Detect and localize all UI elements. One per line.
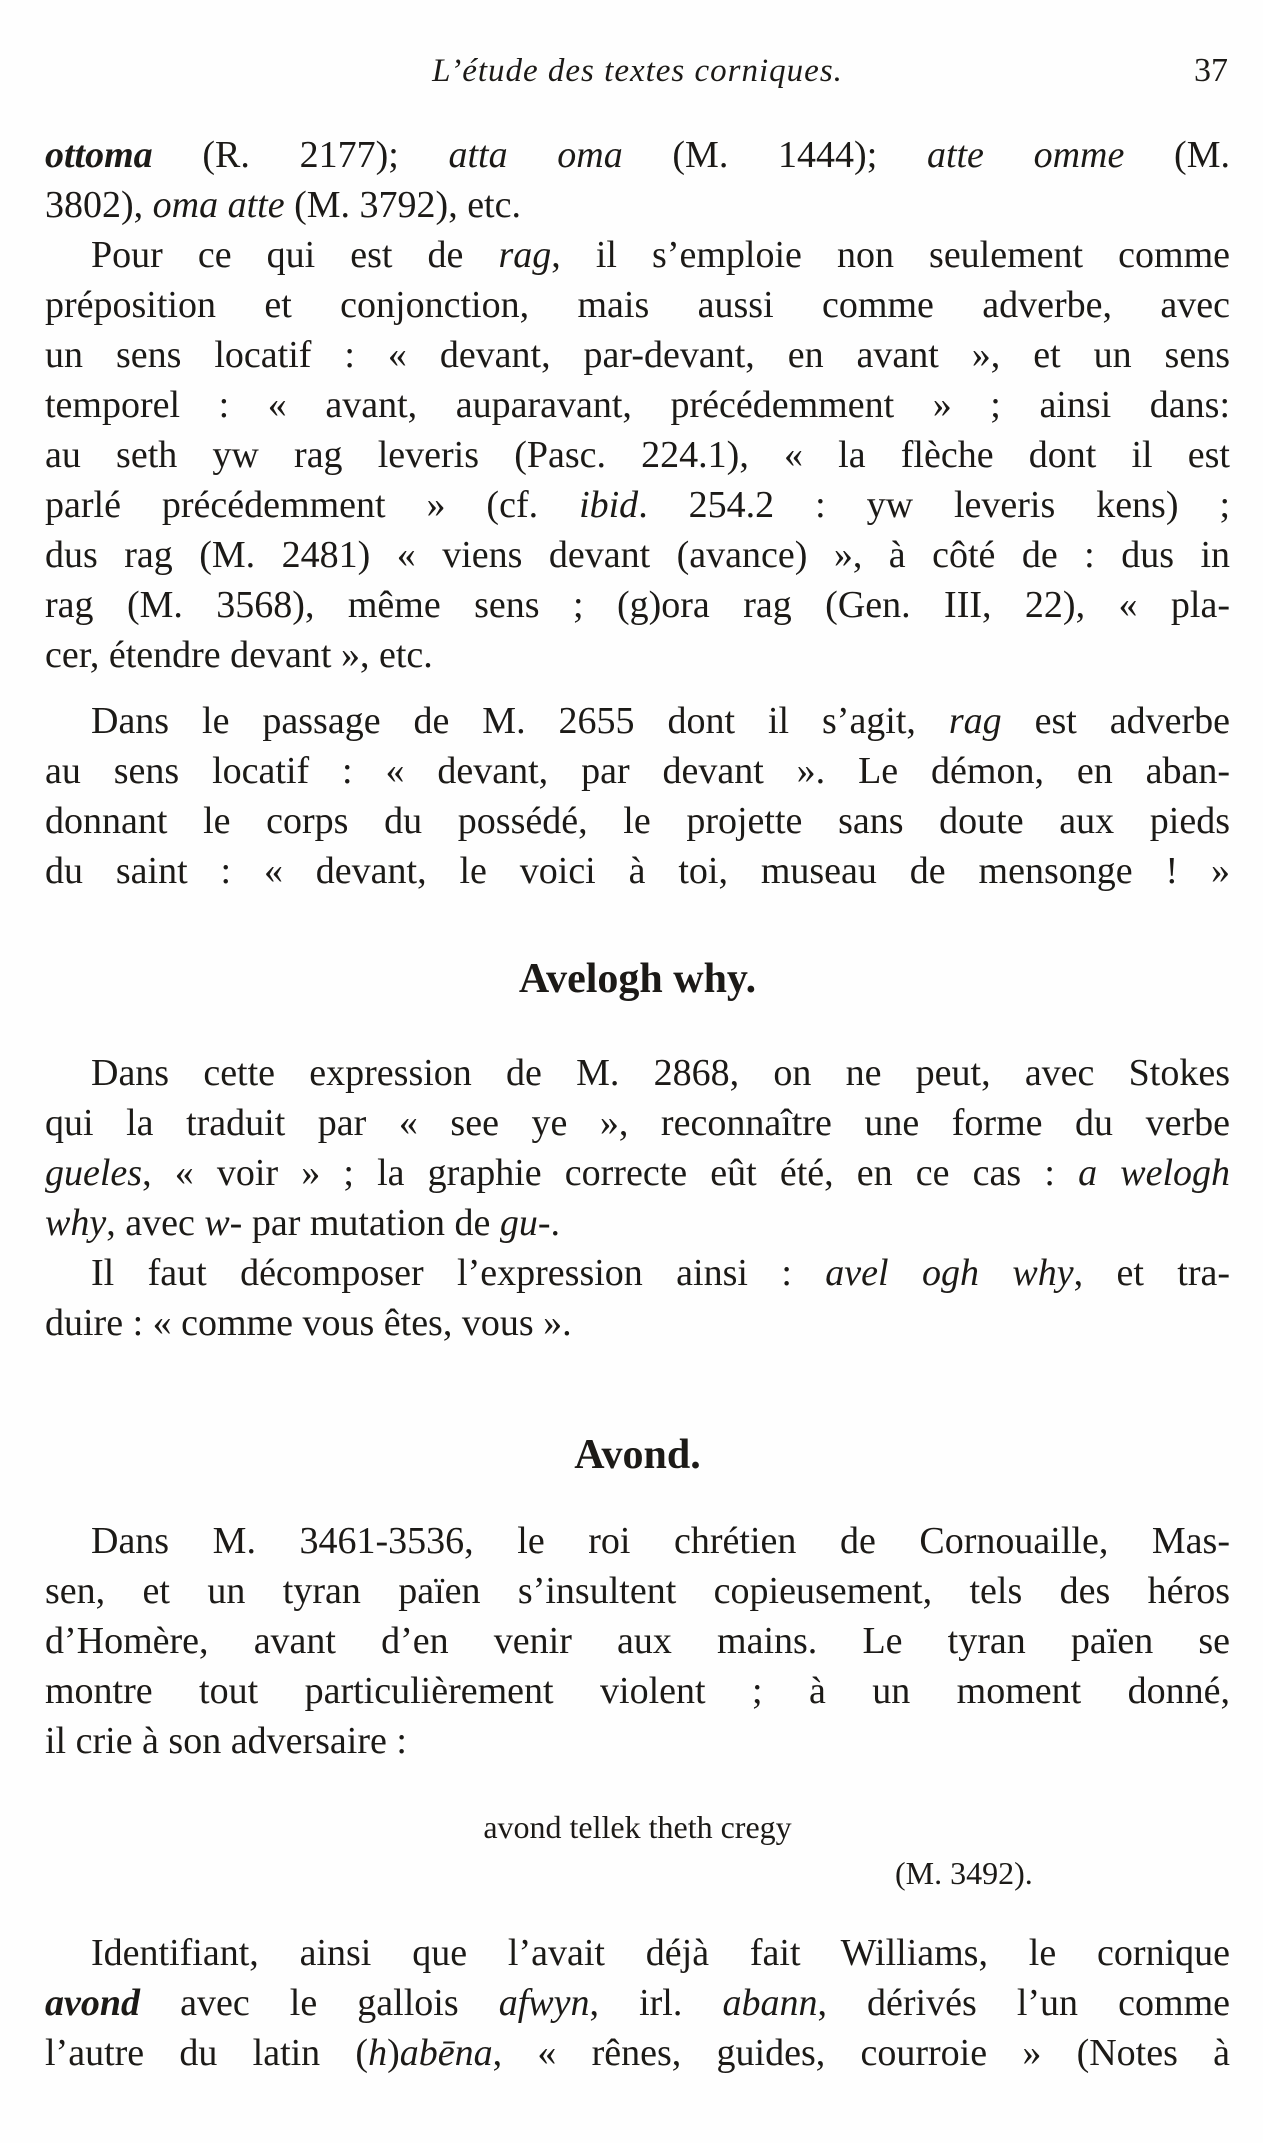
text-segment: du saint : « devant, le voici à toi, museau de mensonge ! » xyxy=(45,850,1230,892)
text-segment: , dérivés l’un comme xyxy=(817,1982,1230,2024)
text-line xyxy=(45,796,1230,846)
text-line xyxy=(45,1048,1230,1098)
verse-line: avond tellek theth cregy xyxy=(483,1809,792,1845)
text-segment: parlé précédemment » (cf. xyxy=(45,484,580,526)
text-segment: avel ogh why xyxy=(825,1252,1074,1294)
text-line xyxy=(45,580,1230,630)
verse-citation: (M. 3492). xyxy=(895,1855,1033,1891)
text-segment: avond xyxy=(45,1982,140,2024)
text-line xyxy=(45,280,1230,330)
text-line xyxy=(45,2028,1230,2078)
text-segment: sen, et un tyran païen s’insultent copieusement, tels des héros xyxy=(45,1570,1230,1612)
text-line xyxy=(45,630,1230,680)
text-segment: (R. 2177); xyxy=(152,134,449,176)
paragraph xyxy=(45,1516,1230,1766)
text-line xyxy=(45,1298,1230,1348)
text-segment: , et tra- xyxy=(1073,1252,1230,1294)
text-line xyxy=(45,846,1230,896)
text-line xyxy=(45,1148,1230,1198)
text-segment: , avec xyxy=(106,1202,205,1244)
paragraph xyxy=(45,130,1230,230)
text-segment: Il faut décomposer l’expression ainsi : xyxy=(91,1252,826,1294)
text-line xyxy=(45,480,1230,530)
text-segment: abēna xyxy=(399,2032,493,2074)
text-segment: . 254.2 : yw leveris kens) ; xyxy=(638,484,1231,526)
text-segment: par mutation de xyxy=(242,1202,500,1244)
text-segment: d’Homère, avant d’en venir aux mains. Le tyran païen se xyxy=(45,1620,1230,1662)
page-content xyxy=(45,130,1230,2078)
text-segment: oma atte xyxy=(152,184,285,226)
text-line xyxy=(45,230,1230,280)
text-segment: Identifiant, ainsi que l’avait déjà fait Williams, le cornique xyxy=(91,1932,1230,1974)
text-segment: a welogh xyxy=(1078,1152,1230,1194)
text-segment: gueles xyxy=(45,1152,143,1194)
text-segment: donnant le corps du possédé, le projette sans doute aux pieds xyxy=(45,800,1230,842)
text-segment: avec le gallois xyxy=(140,1982,499,2024)
text-segment: au sens locatif : « devant, par devant ». Le démon, en aban- xyxy=(45,750,1230,792)
text-segment: duire : « comme vous êtes, vous ». xyxy=(45,1302,572,1344)
text-segment: Dans cette expression de M. 2868, on ne peut, avec Stokes xyxy=(91,1052,1230,1094)
running-header xyxy=(45,50,1230,92)
text-segment: , il s’emploie non seulement comme xyxy=(551,234,1231,276)
text-line xyxy=(45,1666,1230,1716)
text-segment: abann xyxy=(722,1982,818,2024)
text-segment: ) xyxy=(387,2032,400,2074)
text-line xyxy=(45,530,1230,580)
text-segment: why xyxy=(45,1202,107,1244)
text-segment: il crie à son adversaire : xyxy=(45,1720,407,1762)
text-line xyxy=(45,1716,1230,1766)
text-line xyxy=(45,746,1230,796)
text-line xyxy=(45,180,1230,230)
paragraph xyxy=(45,696,1230,896)
paragraph xyxy=(45,1048,1230,1248)
text-segment: (M. xyxy=(1124,134,1230,176)
page-number: 37 xyxy=(1194,52,1228,89)
text-segment: (M. 3792), etc. xyxy=(284,184,521,226)
text-segment: rag xyxy=(498,234,552,276)
text-line xyxy=(45,430,1230,480)
text-segment: montre tout particulièrement violent ; à un moment donné, xyxy=(45,1670,1230,1712)
text-line xyxy=(45,130,1230,180)
text-line xyxy=(45,1616,1230,1666)
text-segment: gu- xyxy=(499,1202,551,1244)
text-segment: dus rag (M. 2481) « viens devant (avance) », à côté de : dus in xyxy=(45,534,1230,576)
paragraph xyxy=(45,230,1230,680)
text-segment: l’autre du latin ( xyxy=(45,2032,369,2074)
text-segment: rag xyxy=(948,700,1002,742)
text-line xyxy=(45,696,1230,746)
text-line xyxy=(45,330,1230,380)
text-segment: (M. 1444); xyxy=(622,134,927,176)
text-segment: 3802), xyxy=(45,184,153,226)
running-title: L’étude des textes corniques. xyxy=(432,53,843,89)
text-segment: rag (M. 3568), même sens ; (g)ora rag (Gen. III, 22), « pla- xyxy=(45,584,1230,626)
text-segment: , irl. xyxy=(589,1982,723,2024)
text-segment: ibid xyxy=(579,484,639,526)
text-segment: temporel : « avant, auparavant, précédemment » ; ainsi dans: xyxy=(45,384,1230,426)
text-segment: atte omme xyxy=(926,134,1125,176)
text-segment: est adverbe xyxy=(1001,700,1230,742)
section-heading: Avond. xyxy=(574,1432,701,1478)
text-line xyxy=(45,1516,1230,1566)
text-line xyxy=(45,1978,1230,2028)
text-line xyxy=(45,1566,1230,1616)
text-segment: w- xyxy=(204,1202,243,1244)
text-line xyxy=(45,1928,1230,1978)
text-segment: Pour ce qui est de xyxy=(91,234,499,276)
section-heading: Avelogh why. xyxy=(518,956,757,1002)
text-segment: h xyxy=(368,2032,388,2074)
text-segment: qui la traduit par « see ye », reconnaître une forme du verbe xyxy=(45,1102,1230,1144)
text-segment: un sens locatif : « devant, par-devant, en avant », et un sens xyxy=(45,334,1230,376)
text-segment: au seth yw rag leveris (Pasc. 224.1), « la flèche dont il est xyxy=(45,434,1230,476)
text-segment: afwyn xyxy=(498,1982,590,2024)
paragraph xyxy=(45,1928,1230,2078)
text-segment: Dans M. 3461-3536, le roi chrétien de Cornouaille, Mas- xyxy=(91,1520,1230,1562)
text-segment: Dans le passage de M. 2655 dont il s’agit, xyxy=(91,700,949,742)
text-segment: préposition et conjonction, mais aussi comme adverbe, avec xyxy=(45,284,1230,326)
text-line xyxy=(45,1098,1230,1148)
text-line xyxy=(45,1248,1230,1298)
text-segment: ottoma xyxy=(45,134,153,176)
paragraph xyxy=(45,1248,1230,1348)
text-line xyxy=(45,380,1230,430)
text-segment: atta oma xyxy=(448,134,623,176)
text-segment: , « rênes, guides, courroie » (Notes à xyxy=(492,2032,1230,2074)
text-segment: . xyxy=(550,1202,560,1244)
text-segment: cer, étendre devant », etc. xyxy=(45,634,433,676)
text-line xyxy=(45,1198,1230,1248)
text-segment: , « voir » ; la graphie correcte eût été, en ce cas : xyxy=(142,1152,1079,1194)
